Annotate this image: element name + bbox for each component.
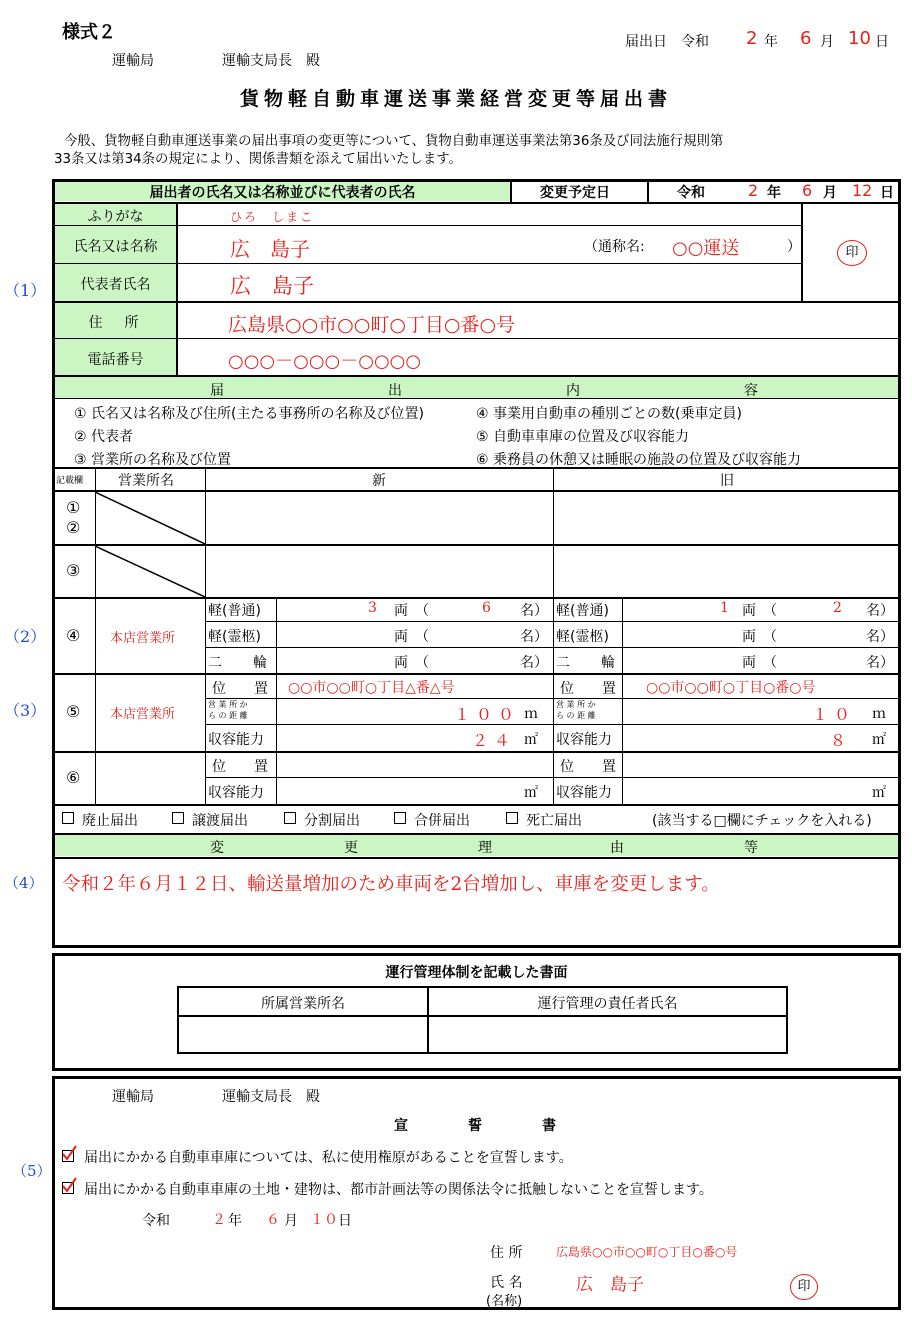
oath-address-value: 広島県○○市○○町○丁目○番○号 xyxy=(556,1245,738,1259)
capacity-label-old: 収容能力 xyxy=(556,732,612,748)
oath-year-label: 年 xyxy=(228,1213,242,1229)
vehicle-old-mei-1: 名） xyxy=(866,603,894,619)
col-new: 新 xyxy=(372,473,386,489)
col-old: 旧 xyxy=(720,473,734,489)
rest-unit-m2-old: ㎡ xyxy=(872,785,886,801)
address-value: 広島県○○市○○町○丁目○番○号 xyxy=(228,314,516,336)
day-label: 日 xyxy=(875,34,889,50)
col-office: 営業所名 xyxy=(118,473,174,489)
reason-text: 令和２年６月１２日、輸送量増加のため車両を2台増加し、車庫を変更します。 xyxy=(62,874,720,895)
representative-value: 広 島子 xyxy=(230,274,314,298)
side-label-1: （1） xyxy=(4,281,47,300)
row-2-num: ② xyxy=(66,518,81,537)
operation-col-manager: 運行管理の責任者氏名 xyxy=(537,996,678,1012)
row-6-num: ⑥ xyxy=(66,768,81,787)
content-item-1: ① 氏名又は名称及び住所(主たる事務所の名称及び位置) xyxy=(74,406,424,422)
rest-capacity-label-old: 収容能力 xyxy=(556,785,612,801)
vehicle-old-mei-2: 名） xyxy=(866,629,894,645)
rest-pos-label-old: 位 置 xyxy=(560,759,616,775)
name-value: 広 島子 xyxy=(230,237,310,261)
oath-title-2: 誓 xyxy=(468,1118,482,1134)
content-header-bg xyxy=(55,377,898,398)
rest-unit-m2-new: ㎡ xyxy=(524,785,538,801)
rest-pos-label-new: 位 置 xyxy=(212,759,268,775)
side-label-5: （5） xyxy=(12,1162,52,1180)
bureau-chief: 運輸支局長 殿 xyxy=(222,53,320,69)
vehicle-new-mei-2: 名） xyxy=(520,629,548,645)
garage-old-distance: １０ xyxy=(812,705,857,724)
change-year: 2 xyxy=(748,181,759,200)
side-label-3: （3） xyxy=(4,701,47,720)
office-4: 本店営業所 xyxy=(110,631,176,646)
row-1-num: ① xyxy=(66,498,81,517)
row-12-diagonal xyxy=(95,492,205,544)
checkbox-death[interactable] xyxy=(506,812,518,824)
dist-label-old-2: ら の 距 離 xyxy=(556,711,596,720)
applicant-header: 届出者の氏名又は名称並びに代表者の氏名 xyxy=(149,185,416,201)
reason-header-5: 等 xyxy=(744,840,758,856)
vehicle-new-cap-1: 6 xyxy=(482,600,491,616)
oath-seal-stamp: 印 xyxy=(790,1274,818,1300)
content-header-4: 容 xyxy=(744,383,758,399)
vehicle-old-unit-2: 両 （ xyxy=(742,629,777,645)
unit-m-old: ｍ xyxy=(872,706,886,722)
vehicle-new-mei-1: 名） xyxy=(520,603,548,619)
representative-label: 代表者氏名 xyxy=(80,277,151,293)
phone-label: 電話番号 xyxy=(87,352,144,368)
bureau-name: 運輸局 xyxy=(112,53,154,69)
checkbox-merger-label: 合併届出 xyxy=(414,813,470,829)
furigana-label: ふりがな xyxy=(87,209,144,225)
checkbox-merger[interactable] xyxy=(394,812,406,824)
dist-label-new-2: ら の 距 離 xyxy=(208,711,248,720)
operation-title: 運行管理体制を記載した書面 xyxy=(385,965,568,981)
change-era: 令和 xyxy=(677,185,705,201)
checkbox-abolish-label: 廃止届出 xyxy=(82,813,138,829)
oath-address-label: 住 所 xyxy=(490,1245,523,1261)
change-year-label: 年 xyxy=(767,185,781,201)
oath-line-1: 届出にかかる自動車車庫については、私に使用権原があることを宣誓します。 xyxy=(84,1150,573,1166)
oath-name-value: 広 島子 xyxy=(576,1275,644,1295)
oath-era: 令和 xyxy=(142,1213,170,1229)
oath-day-label: 日 xyxy=(338,1213,352,1229)
garage-pos-label-old: 位 置 xyxy=(560,681,616,697)
document-title: 貨物軽自動車運送事業経営変更等届出書 xyxy=(239,88,672,110)
unit-m-new: ｍ xyxy=(524,706,538,722)
oath-name-sub: (名称) xyxy=(486,1294,523,1309)
garage-pos-label-new: 位 置 xyxy=(212,681,268,697)
garage-old-capacity: ８ xyxy=(830,731,847,750)
month-label: 月 xyxy=(820,34,834,50)
reason-header-4: 由 xyxy=(610,840,624,856)
submission-day: 10 xyxy=(848,28,871,49)
oath-year: ２ xyxy=(212,1212,226,1228)
change-date-label: 変更予定日 xyxy=(540,185,610,201)
change-month-label: 月 xyxy=(823,185,837,201)
capacity-label-new: 収容能力 xyxy=(208,732,264,748)
row-5-num: ⑤ xyxy=(66,702,81,721)
col-entry: 記載欄 xyxy=(56,476,84,486)
vehicle-old-cap-1: 2 xyxy=(833,600,842,616)
dist-label-old-1: 営 業 所 か xyxy=(556,700,596,709)
oath-check-mark-1 xyxy=(60,1144,78,1162)
seal-stamp: 印 xyxy=(837,240,867,266)
oath-bureau-name: 運輸局 xyxy=(112,1089,154,1105)
checkbox-split-label: 分割届出 xyxy=(304,813,360,829)
content-item-6: ⑥ 乗務員の休憩又は睡眠の施設の位置及び収容能力 xyxy=(476,452,801,468)
garage-new-distance: １００ xyxy=(454,705,521,724)
form-number: 様式２ xyxy=(62,22,116,43)
vehicle-type-3: 二 輪 xyxy=(208,655,268,671)
garage-old-position: ○○市○○町○丁目○番○号 xyxy=(646,680,816,696)
vehicle-old-unit-1: 両 （ xyxy=(742,603,777,619)
oath-month: ６ xyxy=(266,1212,280,1228)
content-item-3: ③ 営業所の名称及び位置 xyxy=(74,452,232,468)
reason-header-2: 更 xyxy=(344,840,358,856)
vehicle-old-mei-3: 名） xyxy=(866,655,894,671)
intro-line-2: 33条又は第34条の規定により、関係書類を添えて届出いたします。 xyxy=(54,152,462,167)
submission-date-label: 届出日 令和 xyxy=(625,34,709,50)
oath-title-3: 書 xyxy=(542,1118,556,1134)
garage-new-position: ○○市○○町○丁目△番△号 xyxy=(288,680,455,696)
office-5: 本店営業所 xyxy=(110,707,176,722)
unit-m2-old: ㎡ xyxy=(872,732,886,748)
vehicle-old-type-3: 二 輪 xyxy=(556,655,616,671)
content-item-2: ② 代表者 xyxy=(74,429,134,445)
alias-label: （通称名: xyxy=(584,239,645,255)
content-header-2: 出 xyxy=(388,383,402,399)
vehicle-new-unit-1: 両 （ xyxy=(394,603,429,619)
checkbox-abolish[interactable] xyxy=(62,812,74,824)
side-label-2: （2） xyxy=(4,627,47,646)
vehicle-old-type-1: 軽(普通) xyxy=(556,603,609,619)
vehicle-new-mei-3: 名） xyxy=(520,655,548,671)
year-label: 年 xyxy=(764,34,778,50)
vehicle-type-1: 軽(普通) xyxy=(208,603,261,619)
oath-name-label: 氏 名 xyxy=(490,1275,523,1291)
submission-year: 2 xyxy=(746,28,758,49)
vehicle-old-type-2: 軽(霊柩) xyxy=(556,629,609,645)
oath-check-mark-2 xyxy=(60,1176,78,1194)
content-item-5: ⑤ 自動車車庫の位置及び収容能力 xyxy=(476,429,690,445)
vehicle-type-2: 軽(霊柩) xyxy=(208,629,261,645)
vehicle-old-unit-3: 両 （ xyxy=(742,655,777,671)
reason-header-1: 変 xyxy=(210,840,224,856)
checkbox-note: (該当する□欄にチェックを入れる) xyxy=(652,813,872,829)
vehicle-new-unit-2: 両 （ xyxy=(394,629,429,645)
row-3-num: ③ xyxy=(66,561,81,580)
rest-capacity-label-new: 収容能力 xyxy=(208,785,264,801)
checkbox-transfer-label: 譲渡届出 xyxy=(192,813,248,829)
reason-header-3: 理 xyxy=(478,840,492,856)
vehicle-new-unit-3: 両 （ xyxy=(394,655,429,671)
side-label-4: （4） xyxy=(4,874,44,892)
vehicle-new-count-1: 3 xyxy=(368,600,377,616)
reason-header-bg xyxy=(55,835,898,856)
alias-value: ○○運送 xyxy=(672,238,740,259)
address-label: 住 所 xyxy=(88,315,143,331)
oath-day: １０ xyxy=(310,1212,338,1228)
name-label: 氏名又は名称 xyxy=(73,239,158,255)
dist-label-new-1: 営 業 所 か xyxy=(208,700,248,709)
content-item-4: ④ 事業用自動車の種別ごとの数(乗車定員) xyxy=(476,406,742,422)
oath-line-2: 届出にかかる自動車車庫の土地・建物は、都市計画法等の関係法令に抵触しないことを宣誓します。 xyxy=(84,1182,713,1198)
garage-new-capacity: ２４ xyxy=(472,731,517,750)
submission-month: 6 xyxy=(800,28,812,49)
operation-col-office: 所属営業所名 xyxy=(261,996,345,1012)
furigana-value: ひろ しまこ xyxy=(230,210,315,224)
operation-manager-field[interactable] xyxy=(431,1018,786,1052)
intro-line-1: 今般、貨物軽自動車運送事業の届出事項の変更等について、貨物自動車運送事業法第36条及び同法施行規則第 xyxy=(64,134,724,149)
oath-title-1: 宣 xyxy=(394,1118,408,1134)
oath-month-label: 月 xyxy=(284,1213,298,1229)
content-header-1: 届 xyxy=(210,383,224,399)
operation-office-field[interactable] xyxy=(181,1018,425,1052)
change-month: 6 xyxy=(802,181,813,200)
change-day: 12 xyxy=(852,181,873,200)
row-4-num: ④ xyxy=(66,626,81,645)
change-day-label: 日 xyxy=(880,185,894,201)
row-3-diagonal xyxy=(95,546,205,597)
unit-m2-new: ㎡ xyxy=(524,732,538,748)
phone-value: ○○○－○○○－○○○○ xyxy=(228,351,422,372)
oath-bureau-chief: 運輸支局長 殿 xyxy=(222,1089,320,1105)
alias-close: ） xyxy=(787,239,801,255)
vehicle-old-count-1: 1 xyxy=(720,600,729,616)
content-header-3: 内 xyxy=(566,383,580,399)
checkbox-transfer[interactable] xyxy=(172,812,184,824)
checkbox-split[interactable] xyxy=(284,812,296,824)
checkbox-death-label: 死亡届出 xyxy=(526,813,582,829)
